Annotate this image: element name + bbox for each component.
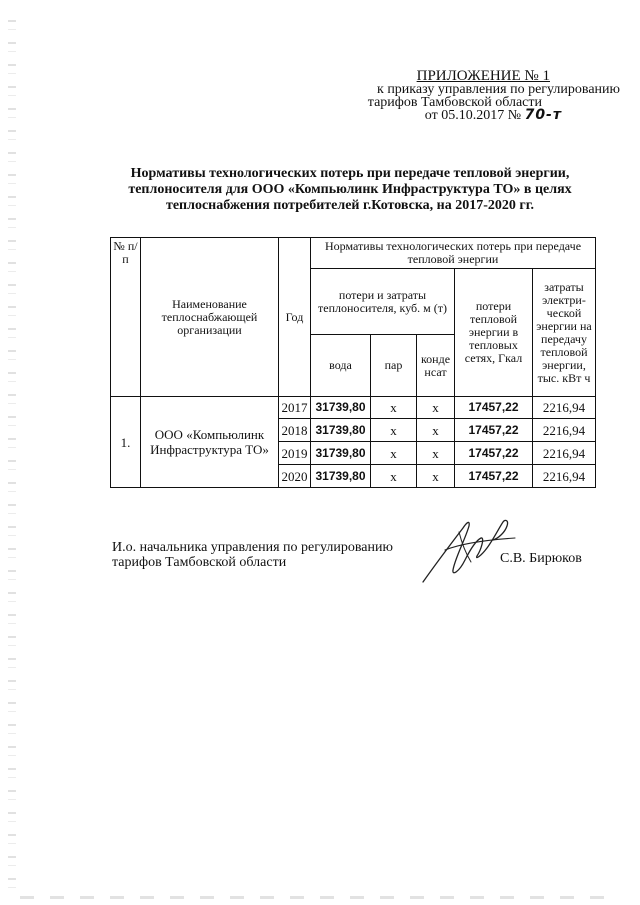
norms-table — [110, 237, 596, 488]
cell-steam: x — [371, 397, 417, 419]
row-index: 1. — [111, 397, 141, 488]
appendix-date-line — [330, 109, 562, 122]
cell-heat-losses: 17457,22 — [455, 419, 533, 442]
cell-heat-losses: 17457,22 — [455, 465, 533, 488]
header-condensate: конде нсат — [417, 335, 455, 397]
header-year: Год — [279, 238, 311, 397]
cell-steam: x — [371, 442, 417, 465]
appendix-date: от 05.10.2017 № — [424, 108, 522, 123]
cell-electricity: 2216,94 — [533, 419, 596, 442]
cell-year: 2017 — [279, 397, 311, 419]
cell-water: 31739,80 — [311, 419, 371, 442]
handwritten-signature-icon — [415, 510, 525, 590]
cell-condensate: x — [417, 442, 455, 465]
header-norms-group: Нормативы технологических потерь при передаче тепловой энергии — [311, 238, 596, 269]
cell-water: 31739,80 — [311, 465, 371, 488]
appendix-block — [330, 70, 620, 122]
header-num: № п/п — [111, 238, 141, 397]
heading-line-3: теплоснабжения потребителей г.Котовска, на 2017-2020 гг. — [165, 198, 535, 213]
heading-line-2: теплоносителя для ООО «Компьюлинк Инфраструктура ТО» в целях — [128, 182, 572, 197]
cell-steam: x — [371, 465, 417, 488]
cell-electricity: 2216,94 — [533, 397, 596, 419]
signatory-position — [112, 540, 412, 570]
scan-edge-noise — [8, 20, 16, 890]
cell-heat-losses: 17457,22 — [455, 442, 533, 465]
cell-heat-losses: 17457,22 — [455, 397, 533, 419]
cell-water: 31739,80 — [311, 397, 371, 419]
cell-condensate: x — [417, 419, 455, 442]
header-steam: пар — [371, 335, 417, 397]
document-heading — [120, 166, 580, 214]
cell-condensate: x — [417, 397, 455, 419]
organization-name: ООО «Компьюлинк Инфраструктура ТО» — [141, 397, 279, 488]
appendix-title: ПРИЛОЖЕНИЕ № 1 — [416, 68, 550, 84]
cell-year: 2019 — [279, 442, 311, 465]
header-org: Наименование теплоснабжающей организации — [141, 238, 279, 397]
appendix-line-1: к приказу управления по регулированию — [377, 82, 620, 97]
cell-condensate: x — [417, 465, 455, 488]
table-row — [111, 397, 596, 419]
position-line-2: тарифов Тамбовской области — [112, 555, 287, 570]
cell-electricity: 2216,94 — [533, 442, 596, 465]
signatory-name: С.В. Бирюков — [500, 551, 582, 566]
cell-year: 2020 — [279, 465, 311, 488]
cell-steam: x — [371, 419, 417, 442]
order-number-handwritten: 70-т — [524, 107, 562, 123]
appendix-line-2: тарифов Тамбовской области — [367, 95, 542, 110]
cell-water: 31739,80 — [311, 442, 371, 465]
header-coolant-group: потери и затраты теплоносителя, куб. м (т) — [311, 269, 455, 335]
scan-bottom-noise — [20, 896, 620, 899]
position-line-1: И.о. начальника управления по регулированию — [112, 540, 393, 555]
cell-year: 2018 — [279, 419, 311, 442]
header-water: вода — [311, 335, 371, 397]
cell-electricity: 2216,94 — [533, 465, 596, 488]
heading-line-1: Нормативы технологических потерь при передаче тепловой энергии, — [130, 166, 570, 181]
header-electricity: затраты электри- ческой энергии на передачу тепловой энергии, тыс. кВт ч — [533, 269, 596, 397]
header-heat-losses: потери тепловой энергии в тепловых сетях, Гкал — [455, 269, 533, 397]
